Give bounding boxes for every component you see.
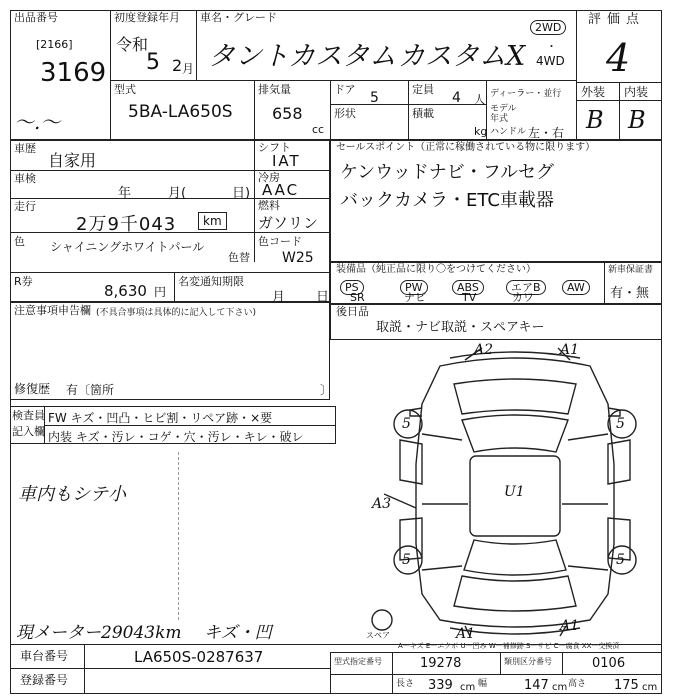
int-grade: B xyxy=(628,106,646,134)
score-value: 4 xyxy=(606,36,631,80)
chassis: LA650S-0287637 xyxy=(134,648,264,666)
drive-4wd: 4WD xyxy=(536,54,565,68)
selling-points-line1: ケンウッドナビ・フルセグ xyxy=(340,162,555,183)
equip-pw: PW xyxy=(400,276,428,295)
capacity-label: 定員 xyxy=(412,83,434,96)
mark-wheel-fr: 5 xyxy=(616,416,625,432)
car-grade: カスタムX xyxy=(398,41,526,72)
handle-value: 左・右 xyxy=(528,126,565,140)
chassis-label: 車台番号 xyxy=(20,649,69,663)
usage: 自家用 xyxy=(48,151,97,170)
repair-close: 〕 xyxy=(320,383,333,397)
usage-label: 車歴 xyxy=(14,142,36,155)
equipment-label: 装備品（純正品に限り〇をつけてください） xyxy=(336,264,536,275)
class-no-label: 類別区分番号 xyxy=(504,657,552,666)
mark-side: A3 xyxy=(372,496,392,512)
equip-navi: ナビ xyxy=(404,291,426,304)
mark-rear-left: A1 xyxy=(456,626,476,642)
reg-month: 2 xyxy=(172,56,183,75)
recycle-fee: 8,630 xyxy=(104,282,147,300)
shift-label: シフト xyxy=(258,141,291,154)
inspector-int-row: 内装 キズ・汚レ・コゲ・穴・汚レ・キレ・破レ xyxy=(48,430,304,444)
transfer-day: 日 xyxy=(316,290,330,305)
fuel: ガソリン xyxy=(258,214,319,232)
notes-sub: (不具合事項は具体的に記入して下さい) xyxy=(96,308,257,318)
model-code: 5BA-LA650S xyxy=(128,102,233,122)
length-label: 長さ xyxy=(396,679,415,689)
disp-label: 排気量 xyxy=(258,83,291,96)
load-label: 積載 xyxy=(412,107,434,120)
km-unit: km xyxy=(198,212,227,230)
shape-label: 形状 xyxy=(334,107,356,120)
equip-airbag: エアB xyxy=(506,276,546,295)
manual-value: 有・無 xyxy=(610,286,650,301)
drive-2wd: 2WD xyxy=(530,20,566,35)
manual-label: 新車保証書 xyxy=(608,265,654,275)
inspector-label-1: 検査員 xyxy=(12,409,45,422)
door-label: ドア xyxy=(334,83,356,96)
notes-label: 注意事項申告欄 xyxy=(14,304,91,317)
dealer-label: ディーラー・並行 xyxy=(490,89,562,99)
transfer-month: 月 xyxy=(272,290,286,305)
height-unit: cm xyxy=(642,682,658,693)
reg-month-unit: 月 xyxy=(182,62,195,76)
car-label: 車名・グレード xyxy=(200,11,277,24)
mileage-label: 走行 xyxy=(14,200,36,213)
lot-label: 出品番号 xyxy=(14,11,58,24)
reg-year: 5 xyxy=(146,50,160,75)
note-divider xyxy=(178,452,179,620)
ac-label: 冷房 xyxy=(258,171,280,184)
equip-aw: AW xyxy=(562,276,590,295)
mark-wheel-rr: 5 xyxy=(616,552,625,568)
cc-unit: cc xyxy=(312,123,325,136)
recycle-label: R券 xyxy=(14,275,33,288)
lot-number: 3169 xyxy=(40,58,107,88)
reg-no-label: 登録番号 xyxy=(20,673,69,687)
mileage: 2万9千043 xyxy=(76,214,177,235)
shaken-month: 月( xyxy=(168,186,187,201)
height-label: 高さ xyxy=(568,679,587,689)
equip-abs: ABS xyxy=(452,276,484,295)
length-unit: cm xyxy=(460,682,476,693)
color-code: W25 xyxy=(282,250,314,266)
kg-unit: kg xyxy=(474,125,488,138)
minor-note: キズ・凹 xyxy=(204,623,272,643)
mark-front-right: A1 xyxy=(560,342,580,358)
spare-label: スペア xyxy=(366,631,390,640)
reg-era: 令和 xyxy=(116,35,149,54)
color-code-label: 色コード xyxy=(258,235,302,248)
displacement: 658 xyxy=(272,104,303,123)
mark-wheel-rl: 5 xyxy=(402,552,411,568)
shaken-year: 年 xyxy=(118,186,132,201)
inspector-label-2: 記入欄 xyxy=(12,425,45,438)
equip-ps: PS xyxy=(340,276,364,295)
equip-tv: TV xyxy=(462,291,477,304)
length: 339 xyxy=(428,678,453,693)
shaken-label: 車検 xyxy=(14,172,36,185)
post-items-value: 取説・ナビ取説・スペアキー xyxy=(376,320,545,335)
type-no-label: 型式指定番号 xyxy=(334,657,382,666)
post-items-label: 後日品 xyxy=(336,305,369,318)
lot-scribble: 〜.〜 xyxy=(14,110,61,134)
inspector-fw-row: FW キズ・凹凸・ヒビ割・リペア跡・×要 xyxy=(48,411,273,425)
repaint-label: 色替 xyxy=(228,251,250,264)
damage-legend: A一キズ E一エクボ U一凹み W一補修跡 S一サビ C一腐食 XX一交換済 xyxy=(398,642,620,650)
width: 147 xyxy=(524,678,549,693)
model-label: 型式 xyxy=(114,83,136,96)
repair-label: 修復歴 xyxy=(14,382,51,396)
width-unit: cm xyxy=(552,682,568,693)
handle-label: ハンドル xyxy=(490,127,527,137)
selling-points-line2: バックカメラ・ETC車載器 xyxy=(340,190,554,211)
model-year-label: モデル年式 xyxy=(490,104,517,124)
fuel-label: 燃料 xyxy=(258,199,280,212)
mark-wheel-fl: 5 xyxy=(402,416,411,432)
height: 175 xyxy=(614,678,639,693)
mark-roof: U1 xyxy=(504,484,525,500)
car-name: タントカスタム xyxy=(208,41,397,72)
mark-rear-right: A1 xyxy=(560,618,580,634)
equip-leather: カワ xyxy=(512,291,534,304)
doors: 5 xyxy=(370,90,379,106)
shift: IAT xyxy=(272,152,301,170)
color-label: 色 xyxy=(14,235,25,248)
lot-code: [2166] xyxy=(36,38,73,51)
class-no: 0106 xyxy=(592,656,626,671)
transfer-label: 名変通知期限 xyxy=(178,275,244,288)
yen-unit: 円 xyxy=(154,285,167,299)
handwritten-note: 車内もシテ小 xyxy=(18,484,126,505)
score-label: 評価点 xyxy=(588,12,646,27)
type-no: 19278 xyxy=(420,656,462,671)
ext-label: 外装 xyxy=(581,85,606,99)
mark-front-left: A2 xyxy=(474,342,494,358)
color: シャイニングホワイトパール xyxy=(50,240,205,254)
ac: AAC xyxy=(262,181,300,199)
drive-dot: ・ xyxy=(546,40,557,53)
width-label: 幅 xyxy=(478,679,488,689)
ext-grade: B xyxy=(586,106,604,134)
equip-sr: SR xyxy=(350,291,365,304)
person-unit: 人 xyxy=(474,93,485,106)
capacity: 4 xyxy=(452,90,461,106)
shaken-day: 日) xyxy=(232,186,251,201)
int-label: 内装 xyxy=(624,85,649,99)
selling-points-label: セールスポイント（正常に稼働されている物に限ります） xyxy=(336,142,596,153)
reg-label: 初度登録年月 xyxy=(114,11,180,24)
mileage-note: 現メーター29043km xyxy=(16,623,182,643)
repair-value: 有〔箇所 xyxy=(66,383,115,397)
